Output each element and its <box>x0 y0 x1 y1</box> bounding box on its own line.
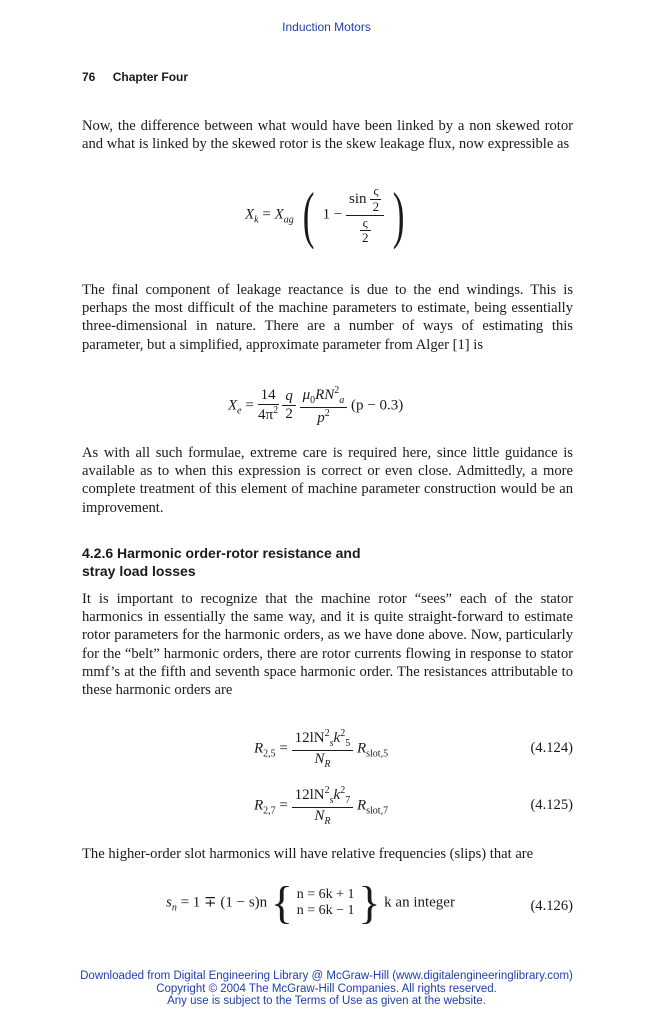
footer-notice <box>0 970 653 1008</box>
book-title-header: Induction Motors <box>282 20 371 34</box>
equation-4-124: $R_{2,5}$ = $\frac{12lN^2_sk^2_5}{N_R}$ $R_{slot,5}$ <box>254 728 389 770</box>
equation-number-4-125: (4.125) <box>530 797 573 813</box>
equation-4-125: $R_{2,7}$ = $\frac{12lN^2_sk^2_7}{N_R}$ $R_{slot,7}$ <box>254 785 389 827</box>
paragraph-skew-intro: Now, the difference between what would have been linked by a non skewed rotor and what is linked by the skewed rotor is the skew leakage flux, now expressible as <box>82 118 573 153</box>
paragraph-harmonic-resistance: It is important to recognize that the machine rotor “sees” each of the stator harmonics in essentially the same way, and it is quite straight-forward to estimate rotor parameters for the harmonic orders, as we have done above. Now, particularly for the “belt” harmonic orders, there are rotor currents flowing in response to stator mmf’s at the fifth and seventh space harmonic order. The resistances attributable to these harmonic orders are <box>82 591 573 699</box>
footer-download-link[interactable]: Downloaded from Digital Engineering Library @ McGraw-Hill (www.digitalengineeringlibrary.com) <box>80 970 573 982</box>
equation-end-winding: $X_e$ = $\frac{14}{4\pi^2}$ $\frac{q}{2}$ $\frac{\mu_0RN^2_a}{p^2}$ (p − 0.3) <box>228 385 404 426</box>
chapter-label: Chapter Four <box>112 70 189 84</box>
page-number: 76 <box>82 70 96 84</box>
footer-terms: Any use is subject to the Terms of Use as given at the website. <box>167 995 486 1007</box>
equation-4-126: $s_n = 1 \mp (1 - s)n$ { n = 6k + 1 n = 6k − 1 } k an integer <box>166 877 455 928</box>
paragraph-slot-harmonics: The higher-order slot harmonics will have relative frequencies (slips) that are <box>82 846 534 862</box>
equation-number-4-126: (4.126) <box>530 898 573 914</box>
equation-skew-leakage: $X_k = X_{ag}$ ( 1 − sin $\frac{\varsigma}{2}$ $\frac{\varsigma}{2}$ ) <box>245 179 405 250</box>
footer-copyright: Copyright © 2004 The McGraw-Hill Companies. All rights reserved. <box>156 982 497 995</box>
paragraph-formulae-caution: As with all such formulae, extreme care is required here, since little guidance is available as to when this expression is correct or even close. Admittedly, a more complete treatment of this element of machine parameter construction would be an improvement. <box>82 445 573 516</box>
section-heading: 4.2.6 Harmonic order-rotor resistance and stray load losses <box>82 545 361 579</box>
running-head <box>82 70 188 84</box>
equation-number-4-124: (4.124) <box>530 740 573 756</box>
paragraph-end-windings: The final component of leakage reactance is due to the end windings. This is perhaps the most difficult of the machine parameters to estimate, being essentially three-dimensional in nature. There are a number of ways of estimating this parameter, but a simplified, approximate parameter from Alger [1] is <box>82 282 573 353</box>
